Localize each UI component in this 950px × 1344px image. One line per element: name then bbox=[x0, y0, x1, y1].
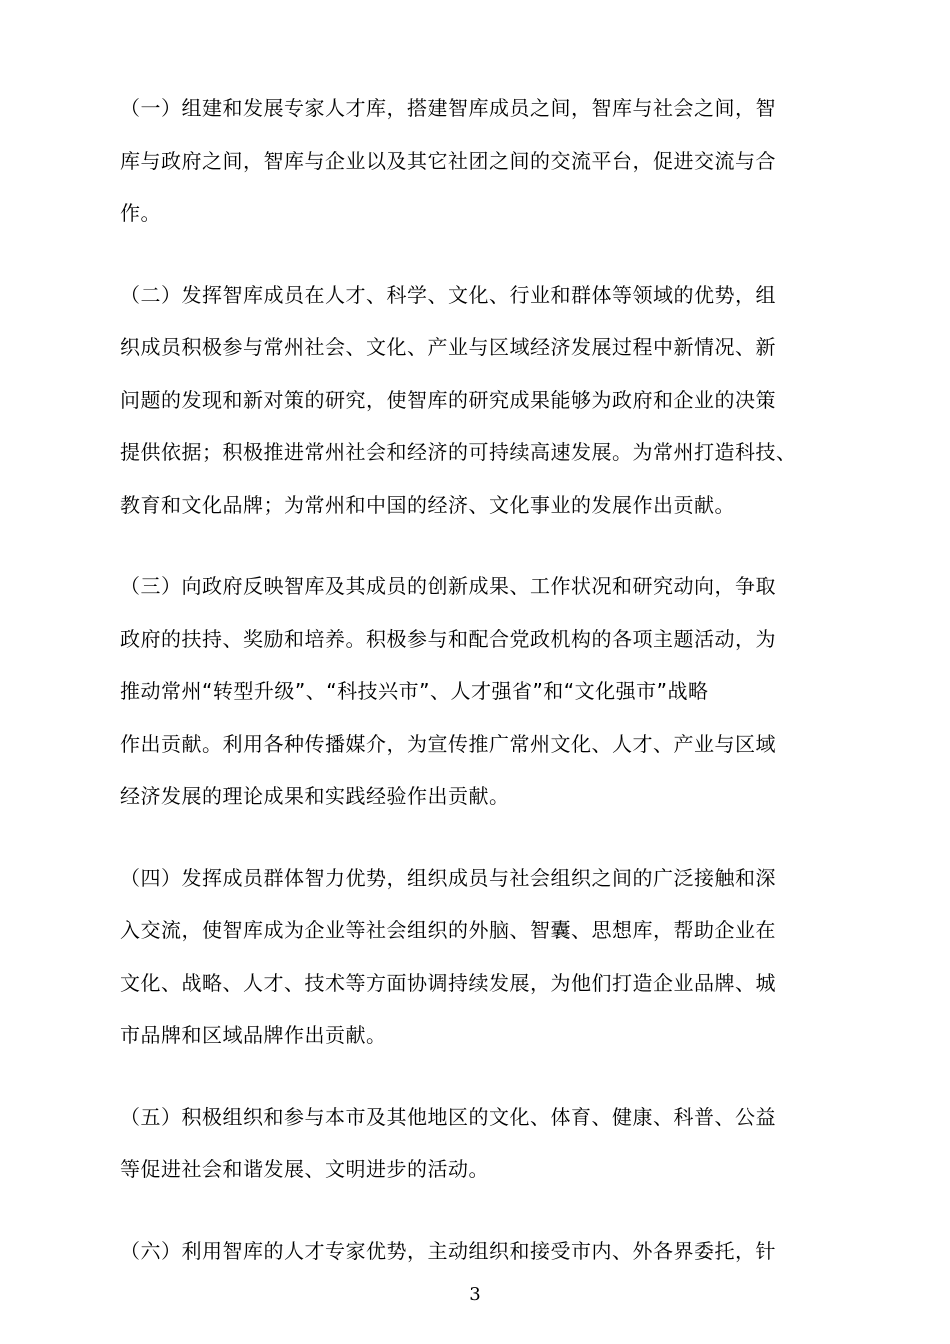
text-line: 作出贡献。利用各种传播媒介，为宣传推广常州文化、人才、产业与区域 bbox=[120, 731, 776, 756]
text-line: 作。 bbox=[120, 201, 161, 225]
text-line: 经济发展的理论成果和实践经验作出贡献。 bbox=[120, 784, 510, 808]
paragraph-3 bbox=[120, 560, 820, 823]
text-line: （四）发挥成员群体智力优势，组织成员与社会组织之间的广泛接触和深 bbox=[120, 865, 776, 890]
paragraph-1 bbox=[120, 82, 820, 240]
text-line: 市品牌和区域品牌作出贡献。 bbox=[120, 1023, 387, 1047]
page-number: 3 bbox=[469, 1284, 481, 1305]
document-body bbox=[120, 82, 820, 1306]
paragraph-4 bbox=[120, 852, 820, 1062]
text-line: （六）利用智库的人才专家优势，主动组织和接受市内、外各界委托，针 bbox=[120, 1238, 776, 1263]
text-line: （三）向政府反映智库及其成员的创新成果、工作状况和研究动向，争取 bbox=[120, 574, 776, 598]
text-line: 问题的发现和新对策的研究，使智库的研究成果能够为政府和企业的决策 bbox=[120, 387, 776, 412]
paragraph-6 bbox=[120, 1225, 820, 1278]
text-line: 织成员积极参与常州社会、文化、产业与区域经济发展过程中新情况、新 bbox=[120, 335, 776, 359]
text-line: 教育和文化品牌；为常州和中国的经济、文化事业的发展作出贡献。 bbox=[120, 492, 735, 517]
text-line: 等促进社会和谐发展、文明进步的活动。 bbox=[120, 1157, 489, 1181]
text-line: （五）积极组织和参与本市及其他地区的文化、体育、健康、科普、公益 bbox=[120, 1104, 776, 1129]
paragraph-2 bbox=[120, 269, 820, 532]
text-line: 推动常州“转型升级”、“科技兴市”、人才强省”和“文化强市”战略 bbox=[120, 679, 709, 703]
text-line: （二）发挥智库成员在人才、科学、文化、行业和群体等领域的优势，组 bbox=[120, 282, 776, 307]
text-line: （一）组建和发展专家人才库，搭建智库成员之间，智库与社会之间，智 bbox=[120, 96, 776, 120]
text-line: 文化、战略、人才、技术等方面协调持续发展，为他们打造企业品牌、城 bbox=[120, 970, 776, 995]
text-line: 政府的扶持、奖励和培养。积极参与和配合党政机构的各项主题活动，为 bbox=[120, 626, 776, 651]
text-line: 入交流，使智库成为企业等社会组织的外脑、智囊、思想库，帮助企业在 bbox=[120, 918, 776, 942]
text-line: 库与政府之间，智库与企业以及其它社团之间的交流平台，促进交流与合 bbox=[120, 148, 776, 173]
paragraph-5 bbox=[120, 1091, 820, 1196]
text-line: 提供依据；积极推进常州社会和经济的可持续高速发展。为常州打造科技、 bbox=[120, 440, 797, 464]
